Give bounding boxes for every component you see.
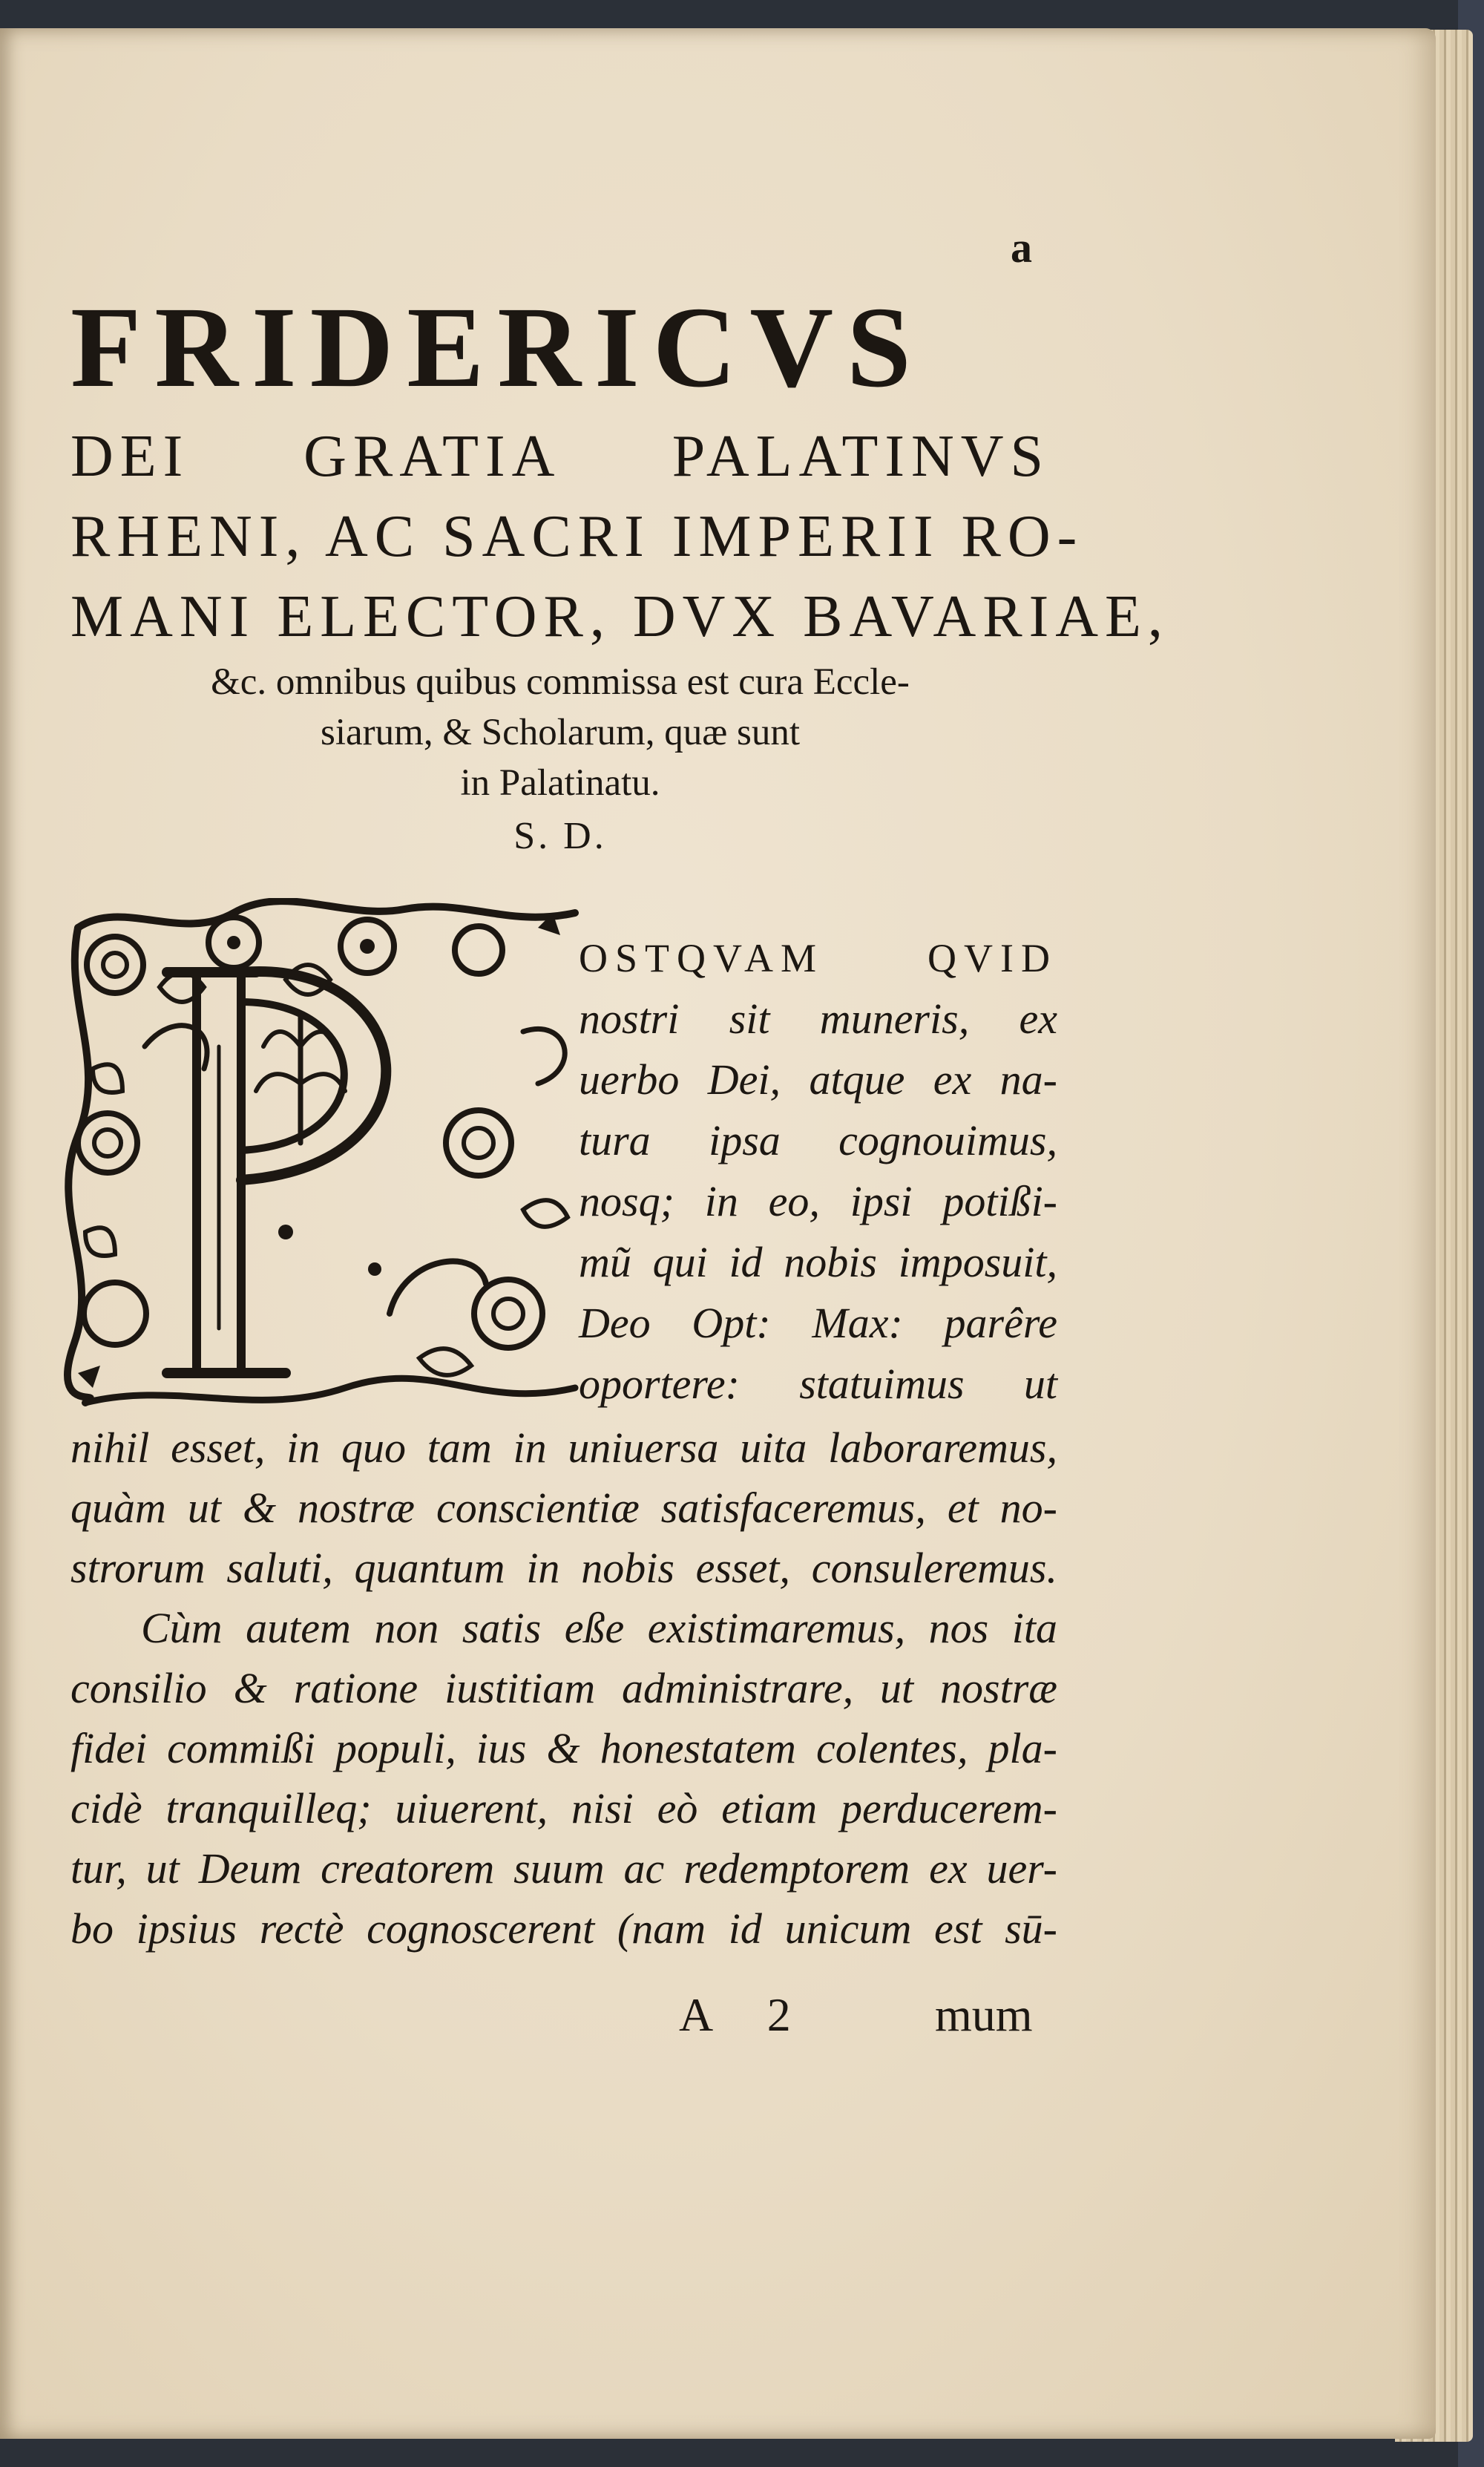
folio-mark: a — [1011, 223, 1032, 272]
title-block — [70, 283, 1169, 858]
text-line: quàm ut & nostræ conscientiæ satisfaceremus, et no- — [70, 1484, 1057, 1532]
text-line: mũ qui id nobis imposuit, — [579, 1238, 1057, 1286]
title-line-6: in Palatinatu. — [460, 762, 660, 804]
title-line-2: RHENI, AC SACRI IMPERII RO- — [70, 504, 1084, 569]
book-page — [0, 28, 1436, 2439]
text-line: nostri sit muneris, ex — [579, 995, 1057, 1043]
decorated-initial-p-illustration — [63, 898, 597, 1410]
text-line: OSTQVAM QVID — [579, 936, 1057, 980]
title-name: FRIDERICVS — [70, 283, 925, 411]
signature-mark: A 2 — [679, 1988, 813, 2041]
text-beside-initial — [579, 928, 1057, 1415]
text-line: bo ipsius rectè cognoscerent (nam id unicum est sū- — [70, 1904, 1057, 1953]
text-line: Deo Opt: Max: parêre — [579, 1299, 1057, 1347]
text-line: strorum saluti, quantum in nobis esset, consuleremus. — [70, 1544, 1057, 1592]
title-line-1: DEI GRATIA PALATINVS — [70, 424, 1050, 489]
text-line: Cùm autem non satis eße existimaremus, nos ita — [141, 1604, 1057, 1652]
catchword: mum — [935, 1988, 1033, 2041]
text-line: tura ipsa cognouimus, — [579, 1116, 1057, 1164]
title-line-5: siarum, & Scholarum, quæ sunt — [321, 712, 800, 753]
text-line: consilio & ratione iustitiam administrare, ut nostræ — [70, 1664, 1057, 1712]
text-line: tur, ut Deum creatorem suum ac redemptorem ex uer- — [70, 1844, 1057, 1893]
text-line: oportere: statuimus ut — [579, 1360, 1057, 1408]
text-line: nosq; in eo, ipsi potißi- — [579, 1177, 1057, 1225]
text-line: cidè tranquilleq; uiuerent, nisi eò etiam perducerem- — [70, 1784, 1057, 1832]
text-line: nihil esset, in quo tam in uniuersa uita laboraremus, — [70, 1423, 1057, 1472]
text-line: uerbo Dei, atque ex na- — [579, 1055, 1057, 1104]
title-line-4: &c. omnibus quibus commissa est cura Eccle- — [211, 661, 910, 703]
salutation: S. D. — [513, 815, 607, 857]
title-line-3: MANI ELECTOR, DVX BAVARIAE, — [70, 584, 1169, 649]
text-line: fidei commißi populi, ius & honestatem colentes, pla- — [70, 1724, 1057, 1772]
body-text — [70, 1418, 1057, 1959]
